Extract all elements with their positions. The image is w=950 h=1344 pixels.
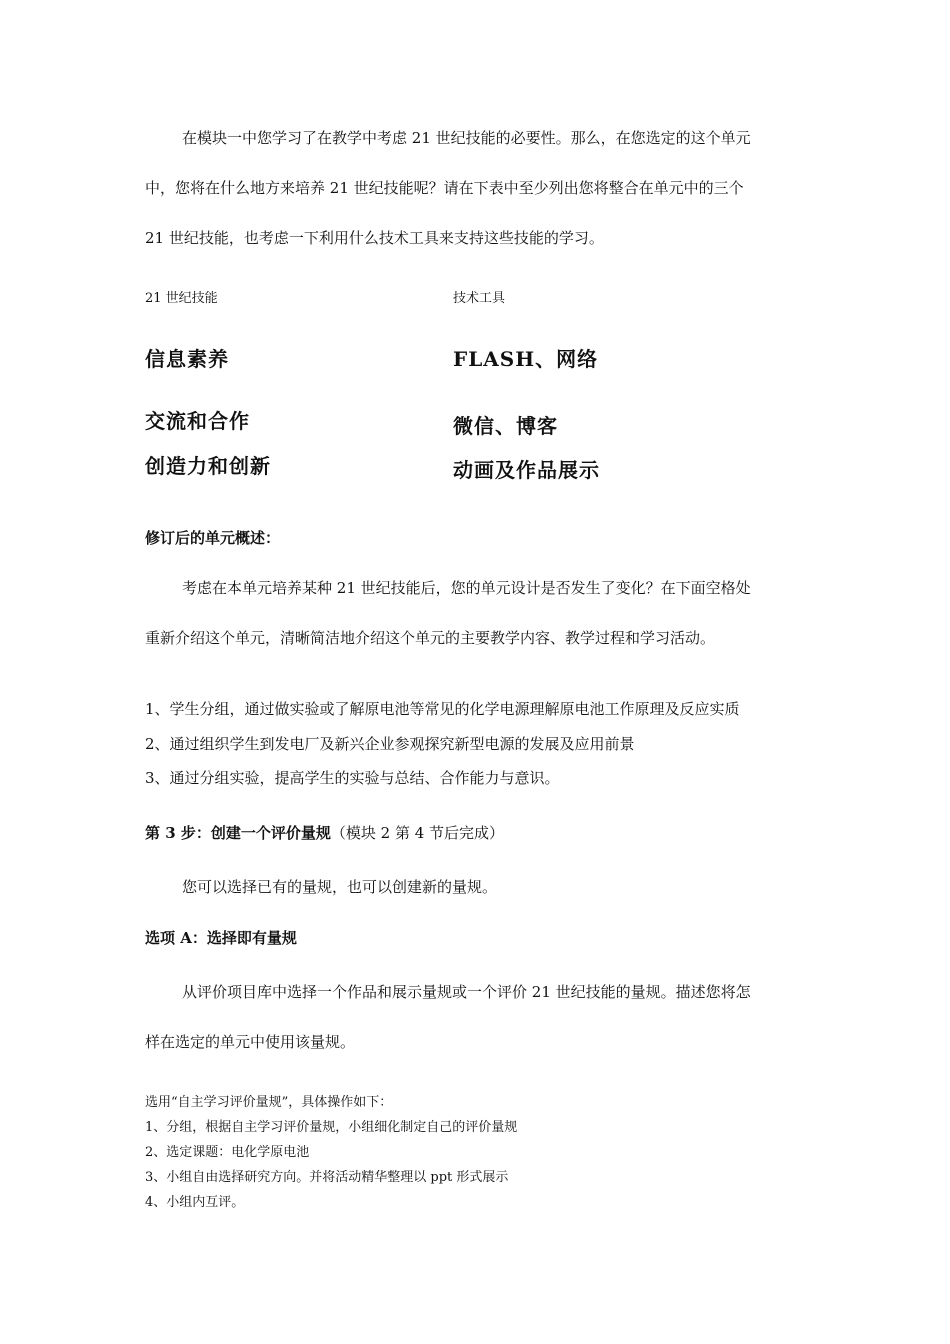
revised-overview-line-1: 考虑在本单元培养某种 21 世纪技能后，您的单元设计是否发生了变化？在下面空格处: [182, 579, 751, 597]
note-line: 2、选定课题：电化学原电池: [145, 1145, 310, 1160]
note-line: 4、小组内互评。: [145, 1195, 245, 1210]
tool-cell: 微信、博客: [453, 414, 558, 438]
table-header-tool: 技术工具: [453, 291, 506, 306]
revised-overview-line-2: 重新介绍这个单元，清晰简洁地介绍这个单元的主要教学内容、教学过程和学习活动。: [145, 629, 716, 647]
step3-heading-note: （模块 2 第 4 节后完成）: [330, 824, 505, 842]
option-a-heading: 选项 A：选择即有量规: [145, 929, 297, 947]
note-line: 选用“自主学习评价量规”，具体操作如下：: [145, 1095, 393, 1110]
intro-line-2: 中，您将在什么地方来培养 21 世纪技能呢？请在下表中至少列出您将整合在单元中的三个: [145, 179, 744, 197]
table-header-skill: 21 世纪技能: [145, 291, 218, 306]
skill-cell: 信息素养: [145, 347, 229, 371]
tool-cell: FLASH、网络: [453, 347, 599, 371]
step3-text: 您可以选择已有的量规，也可以创建新的量规。: [182, 878, 498, 896]
skill-cell: 创造力和创新: [145, 454, 271, 478]
note-line: 1、分组，根据自主学习评价量规，小组细化制定自己的评价量规: [145, 1120, 518, 1135]
step3-heading-title: 第 3 步：创建一个评价量规: [145, 824, 331, 842]
step3-heading: [145, 822, 504, 843]
option-a-line-2: 样在选定的单元中使用该量规。: [145, 1033, 356, 1051]
list-item: 2、通过组织学生到发电厂及新兴企业参观探究新型电源的发展及应用前景: [145, 735, 635, 753]
option-a-line-1: 从评价项目库中选择一个作品和展示量规或一个评价 21 世纪技能的量规。描述您将怎: [182, 983, 751, 1001]
skill-cell: 交流和合作: [145, 409, 250, 433]
note-line: 3、小组自由选择研究方向。并将活动精华整理以 ppt 形式展示: [145, 1170, 509, 1185]
list-item: 1、学生分组，通过做实验或了解原电池等常见的化学电源理解原电池工作原理及反应实质: [145, 700, 740, 718]
intro-line-1: 在模块一中您学习了在教学中考虑 21 世纪技能的必要性。那么，在您选定的这个单元: [182, 129, 751, 147]
revised-overview-heading: 修订后的单元概述：: [145, 529, 281, 547]
intro-line-3: 21 世纪技能，也考虑一下利用什么技术工具来支持这些技能的学习。: [145, 229, 604, 247]
list-item: 3、通过分组实验，提高学生的实验与总结、合作能力与意识。: [145, 769, 560, 787]
tool-cell: 动画及作品展示: [453, 458, 600, 482]
